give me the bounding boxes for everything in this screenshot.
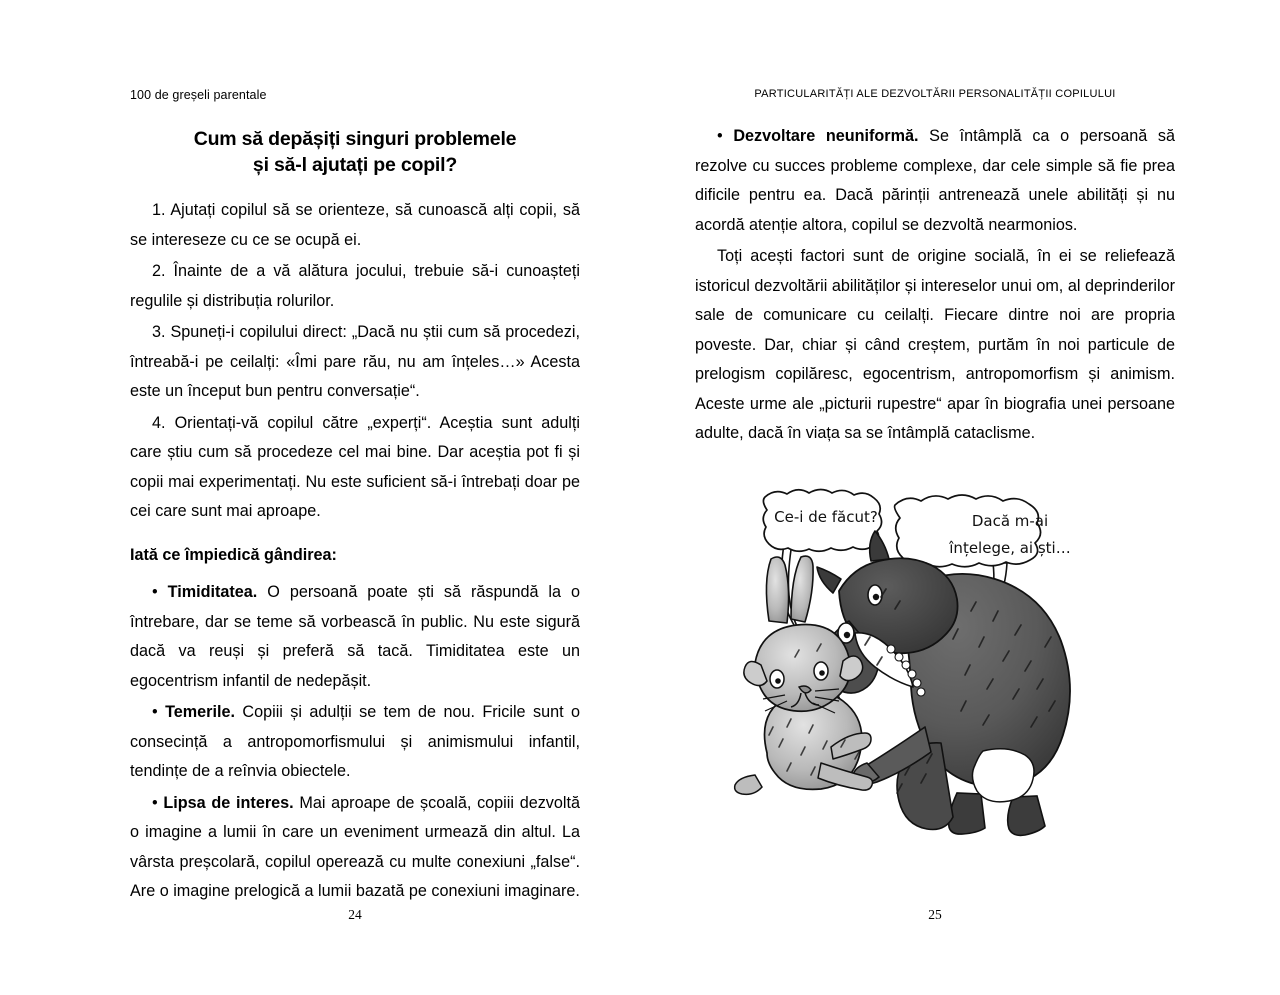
bullet-text: Mai aproape de școală, copiii dezvoltă o imagine a lumii în care un eveniment urmează din altul. La vârsta preșcolară, copilul operează cu multe conexiuni „false“. Are o imagine prelogică a lumii bazată pe conexiuni imaginare. [130,793,580,900]
numbered-item-1: 1. Ajutați copilul să se orienteze, să cunoască alți copii, să se intereseze cu ce se ocupă ei. [130,201,580,249]
running-head-right: PARTICULARITĂȚI ALE DEZVOLTĂRII PERSONALITĂȚII COPILULUI [754,88,1116,100]
wolf-ear-left [817,567,841,593]
rabbit-bubble-label: Ce-i de făcut? [774,507,878,526]
bullet-item-lipsa-de-interes [130,789,580,907]
wolf-ear-right [870,531,889,561]
wolf-hind-foot-left [949,793,985,834]
paragraph-factori-sociali: Toți acești factori sunt de origine socială, în ei se reliefează istoricul dezvoltării abilităților și intereselor unui om, al deprinderilor sale de comunicare cu ceilalți. Fiecare dintre noi are propria poveste. Dar, chiar și când creștem, purtăm în noi particule de prelogism copilăresc, egocentrism, antropomorfism și animism. Aceste urme ale „picturii rupestre“ apar în biografia unei persoane adulte, dacă în viața sa se întâmplă cataclisme. [695,247,1175,442]
page-right [640,0,1280,995]
rabbit-ear-left [766,557,788,623]
page-title [130,126,580,178]
numbered-item-3: 3. Spuneți-i copilului direct: „Dacă nu știi cum să procedezi, întreabă-i pe ceilalți: «Îmi pare rău, nu am înțeles…» Acesta este un început bun pentru conversație“. [130,323,580,400]
wolf-bubble-line-2: înțelege, ai ști… [949,538,1071,557]
cartoon-svg [725,475,1145,875]
numbered-item-4: 4. Orientați-vă copilul către „experți“. Aceștia sunt adulți care știu cum să procedeze cel mai bine. Dar aceștia pot fi și copii mai experimentați. Nu este suficient să-i întrebați doar pe cei care sunt mai aproape. [130,413,580,520]
page-number-left: 24 [348,907,362,922]
bullet-text: Copiii și adulții se tem de nou. Fricile sunt o consecință a antropomorfismului și animismului infantil, tendințe de a reînvia obiectele. [130,703,580,780]
bullet-marker: • [717,127,723,145]
page-title-line-2: și să-l ajutați pe copil? [252,154,458,176]
bullet-term: Temerile. [165,703,235,721]
subheading-obstacles: Iată ce împiedică gândirea: [130,545,337,564]
bullet-term: Dezvoltare neuniformă. [733,127,919,145]
bullet-marker: • [152,703,158,721]
running-head-left: 100 de greșeli parentale [130,88,267,102]
bullet-item-dezvoltare-neuniforma [695,122,1175,240]
page-title-line-1: Cum să depășiți singuri problemele [193,128,517,150]
wolf-and-rabbit-cartoon [725,475,1145,875]
rabbit-foot [735,775,762,794]
rabbit-ear-right [791,556,813,622]
wolf-bubble-line-1: Dacă m-ai [971,511,1049,530]
bullet-text: O persoană poate ști să răspundă la o întrebare, dar se teme să vorbească în public. Nu este sigură dacă va reuși și preferă să tacă. Timiditatea este un egocentrism infantil de nedepășit. [130,583,580,690]
bullet-marker: • [152,793,158,812]
numbered-item-2: 2. Înainte de a vă alătura jocului, trebuie să-i cunoașteți regulile și distribuția rolurilor. [130,262,580,310]
bullet-text: Se întâmplă ca o persoană să rezolve cu succes probleme complexe, dar cele simple să fie prea dificile pentru ea. Dacă părinții antrenează unele abilități și nu acordă atenție altora, copilul se dezvoltă nearmonios. [695,127,1175,234]
bullet-term: Timiditatea. [167,583,258,601]
bullet-marker: • [152,583,158,601]
bullet-term: Lipsa de interes. [163,793,294,812]
wolf-hind-foot-right [1008,796,1045,835]
bullet-item-temerile [130,698,580,787]
bullet-item-timiditatea [130,578,580,696]
wolf-belly [972,748,1034,801]
page-number-right: 25 [928,907,942,922]
